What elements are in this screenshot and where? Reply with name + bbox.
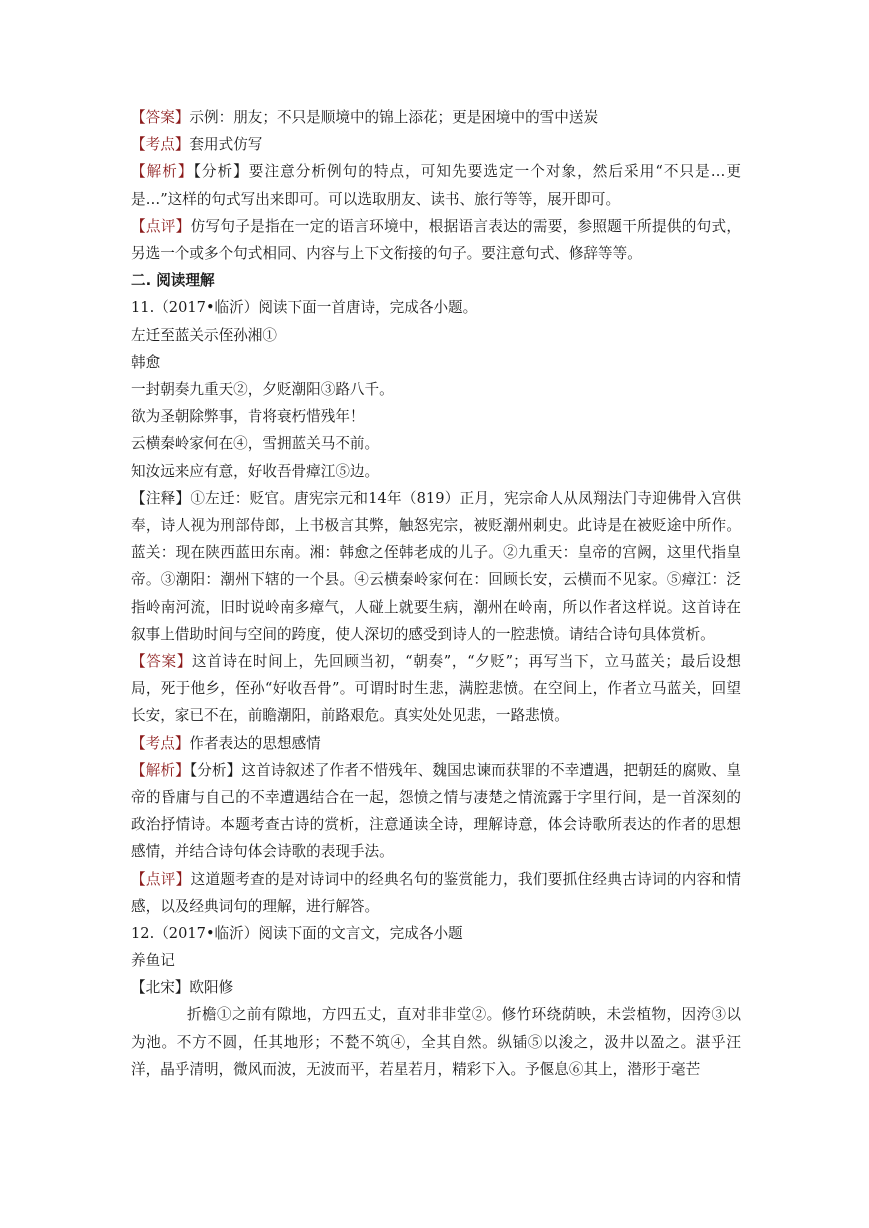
q10-answer-text: 示例：朋友；不只是顺境中的锦上添花；更是困境中的雪中送炭 bbox=[189, 109, 599, 126]
q10-answer: 【答案】示例：朋友；不只是顺境中的锦上添花；更是困境中的雪中送炭 bbox=[131, 109, 599, 126]
q10-comment-label: 点评 bbox=[145, 217, 176, 235]
q12-title: 养鱼记 bbox=[131, 952, 175, 970]
q11-answer-text: 这首诗在时间上，先回顾当初，“朝奏”，“夕贬”；再写当下，立马蓝关；最后设想局，死于他乡，侄孙“好收吾骨”。可谓时时生悲，满腔悲愤。在空间上，作者立马蓝关，回望长安，家已不在，前瞻潮阳，前路艰危。真实处处见悲，一路悲愤。 bbox=[131, 652, 741, 725]
q12-author: 【北宋】欧阳修 bbox=[131, 979, 234, 997]
q10-answer-label: 答案 bbox=[145, 109, 175, 126]
q11-analysis: 【解析】【分析】这首诗叙述了作者不惜残年、魏国忠谏而获罪的不幸遭遇，把朝廷的腐败、皇帝的昏庸与自己的不幸遭遇结合在一起，怨愤之情与凄楚之情流露于字里行间，是一首深刻的政治抒情诗。本题考查古诗的赏析，注意通读全诗，理解诗意，体会诗歌所表达的作者的思想感情，并结合诗句体会诗歌的表现手法。 bbox=[131, 761, 741, 861]
q10-point: 【考点】套用式仿写 bbox=[131, 136, 263, 154]
q11-poem-line-2: 欲为圣朝除弊事，肯将衰朽惜残年！ bbox=[131, 408, 365, 426]
q11-poem-line-1: 一封朝奏九重天②，夕贬潮阳③路八千。 bbox=[131, 380, 394, 398]
q11-stem: 11.（2017•临沂）阅读下面一首唐诗，完成各小题。 bbox=[131, 299, 478, 317]
q11-poem-title: 左迁至蓝关示侄孙湘① bbox=[131, 326, 277, 344]
q10-analysis-label: 解析 bbox=[146, 163, 178, 181]
q11-notes-label: 注释 bbox=[145, 489, 176, 507]
section-title: 二. 阅读理解 bbox=[131, 272, 215, 290]
q10-analysis-text: 【分析】要注意分析例句的特点，可知先要选定一个对象，然后采用“不只是…更是…”这样的句式写出来即可。可以选取朋友、读书、旅行等等，展开即可。 bbox=[131, 163, 741, 208]
q10-comment-text: 仿写句子是指在一定的语言环境中，根据语言表达的需要，参照题干所提供的句式，另选一个或多个句式相同、内容与上下文衔接的句子。要注意句式、修辞等等。 bbox=[131, 217, 741, 262]
q12-body: 折檐①之前有隙地，方四五丈，直对非非堂②。修竹环绕荫映，未尝植物，因洿③以为池。不方不圆，任其地形；不甃不筑④，全其自然。纵锸⑤以浚之，汲井以盈之。湛乎汪洋，晶乎清明，微风而波，无波而平，若星若月，精彩下入。予偃息⑥其上，潜形于毫芒 bbox=[131, 1006, 741, 1078]
q10-analysis: 【解析】【分析】要注意分析例句的特点，可知先要选定一个对象，然后采用“不只是…更是…”这样的句式写出来即可。可以选取朋友、读书、旅行等等，展开即可。 bbox=[131, 163, 741, 208]
q10-comment: 【点评】仿写句子是指在一定的语言环境中，根据语言表达的需要，参照题干所提供的句式，另选一个或多个句式相同、内容与上下文衔接的句子。要注意句式、修辞等等。 bbox=[131, 217, 741, 262]
q11-answer: 【答案】这首诗在时间上，先回顾当初，“朝奏”，“夕贬”；再写当下，立马蓝关；最后设想局，死于他乡，侄孙“好收吾骨”。可谓时时生悲，满腔悲愤。在空间上，作者立马蓝关，回望长安，家已不在，前瞻潮阳，前路艰危。真实处处见悲，一路悲愤。 bbox=[131, 652, 741, 725]
q11-answer-label: 答案 bbox=[146, 652, 177, 670]
q11-analysis-text: 【分析】这首诗叙述了作者不惜残年、魏国忠谏而获罪的不幸遭遇，把朝廷的腐败、皇帝的昏庸与自己的不幸遭遇结合在一起，怨愤之情与凄楚之情流露于字里行间，是一首深刻的政治抒情诗。本题考查古诗的赏析，注意通读全诗，理解诗意，体会诗歌所表达的作者的思想感情，并结合诗句体会诗歌的表现手法。 bbox=[131, 761, 741, 861]
q11-comment: 【点评】这道题考查的是对诗词中的经典名句的鉴赏能力，我们要抓住经典古诗词的内容和情感，以及经典词句的理解，进行解答。 bbox=[131, 870, 741, 915]
q11-poem-author: 韩愈 bbox=[131, 353, 161, 371]
q11-notes-text: ①左迁：贬官。唐宪宗元和14年（819）正月，宪宗命人从凤翔法门寺迎佛骨入宫供奉，诗人视为刑部侍郎，上书极言其弊，触怒宪宗，被贬潮州刺史。此诗是在被贬途中所作。蓝关：现在陕西蓝田东南。湘：韩愈之侄韩老成的儿子。②九重天：皇帝的宫阙，这里代指皇帝。③潮阳：潮州下辖的一个县。④云横秦岭家何在：回顾长安，云横而不见家。⑤瘴江：泛指岭南河流，旧时说岭南多瘴气，人碰上就要生病，潮州在岭南，所以作者这样说。这首诗在叙事上借助时间与空间的跨度，使人深切的感受到诗人的一腔悲愤。请结合诗句具体赏析。 bbox=[131, 489, 741, 643]
q11-comment-label: 点评 bbox=[145, 870, 176, 888]
q10-point-text: 套用式仿写 bbox=[189, 136, 263, 154]
q11-analysis-label: 解析 bbox=[145, 761, 176, 779]
q11-poem-line-3: 云横秦岭家何在④，雪拥蓝关马不前。 bbox=[131, 435, 380, 453]
q11-point: 【考点】作者表达的思想感情 bbox=[131, 734, 321, 752]
q11-point-text: 作者表达的思想感情 bbox=[189, 734, 321, 752]
document-page bbox=[131, 104, 741, 1083]
q12-stem: 12.（2017•临沂）阅读下面的文言文，完成各小题 bbox=[131, 924, 463, 942]
q11-poem-line-4: 知汝远来应有意，好收吾骨瘴江⑤边。 bbox=[131, 462, 380, 480]
q10-point-label: 考点 bbox=[145, 136, 175, 154]
q11-point-label: 考点 bbox=[145, 734, 175, 752]
q11-notes: 【注释】①左迁：贬官。唐宪宗元和14年（819）正月，宪宗命人从凤翔法门寺迎佛骨入宫供奉，诗人视为刑部侍郎，上书极言其弊，触怒宪宗，被贬潮州刺史。此诗是在被贬途中所作。蓝关：现在陕西蓝田东南。湘：韩愈之侄韩老成的儿子。②九重天：皇帝的宫阙，这里代指皇帝。③潮阳：潮州下辖的一个县。④云横秦岭家何在：回顾长安，云横而不见家。⑤瘴江：泛指岭南河流，旧时说岭南多瘴气，人碰上就要生病，潮州在岭南，所以作者这样说。这首诗在叙事上借助时间与空间的跨度，使人深切的感受到诗人的一腔悲愤。请结合诗句具体赏析。 bbox=[131, 489, 741, 643]
q11-comment-text: 这道题考查的是对诗词中的经典名句的鉴赏能力，我们要抓住经典古诗词的内容和情感，以及经典词句的理解，进行解答。 bbox=[131, 870, 741, 915]
